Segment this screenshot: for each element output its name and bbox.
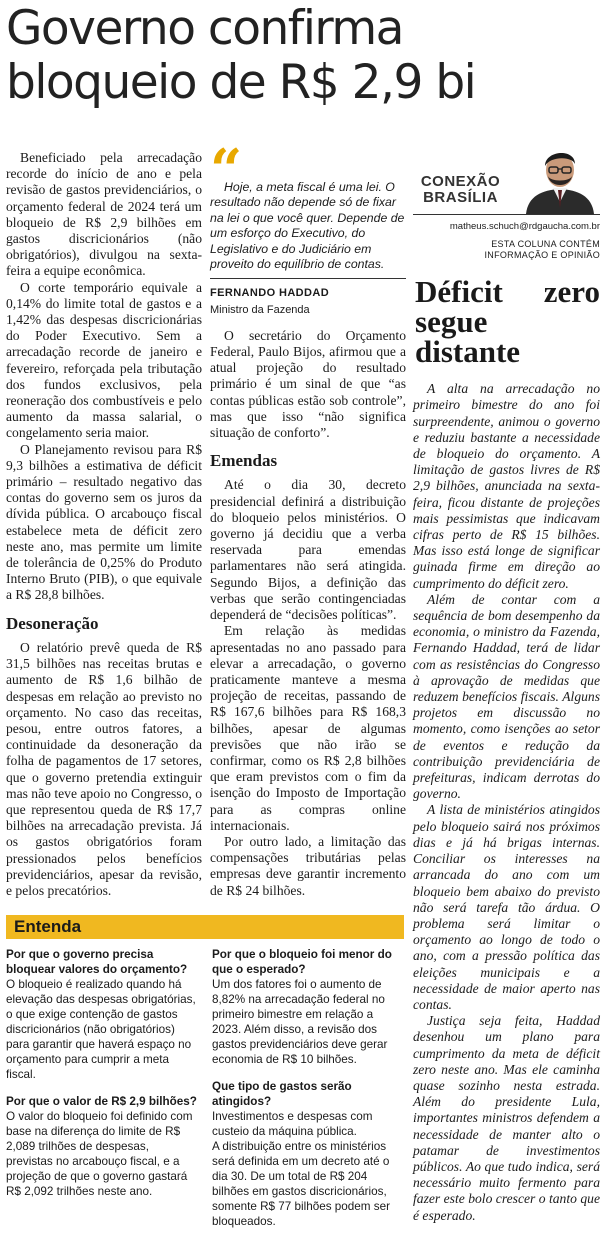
quote-mark-icon: “ <box>210 137 243 203</box>
faq-answer: Um dos fatores foi o aumento de 8,82% na arrecadação federal no primeiro bimestre em relação a 2023. Além disso, a revisão dos gastos previdenciários deve gerar economia de R$ 10 bilhões. <box>212 978 388 1066</box>
article-paragraph: O corte temporário equivale a 0,14% do limite total de gastos e a 1,42% das despesas discricionárias do Poder Executivo. Sem a arrecadação recorde de janeiro e fevereiro, reforçada pela tributação dos fundos exclusivos, pela reoneração dos combustíveis e pelo aumento da massa salarial, o congelamento seria maior. <box>6 279 202 441</box>
article-paragraph: O secretário do Orçamento Federal, Paulo Bijos, afirmou que a atual projeção do resultado primário é um sinal de que “as contas públicas estão sob controle”, mas que isso “não significa situação de conforto”. <box>210 327 406 441</box>
entenda-column-right <box>212 947 404 1241</box>
faq-question: Por que o bloqueio foi menor do que o esperado? <box>212 948 392 976</box>
entenda-box <box>6 915 404 1241</box>
column-paragraph: Além de contar com a sequência de bom desempenho da economia, o ministro da Fazenda, Fernando Haddad, terá de lidar com as resistências do Congresso à aprovação de medidas que reduzem benefícios fiscais. Alguns projetos em discussão no momento, como isenções ao setor de eventos e redução da contribuição previdenciária de prefeituras, indicam derrotas do governo. <box>413 591 600 802</box>
disclaimer-line-1: ESTA COLUNA CONTÉM <box>491 239 600 250</box>
column-title: Déficit zero segue distante <box>415 274 600 370</box>
column-paragraph: A alta na arrecadação no primeiro bimestre do ano foi surpreendente, animou o governo e reduziu bastante a necessidade de bloqueio do orçamento. A limitação de gastos livres de R$ 2,9 bilhões, anunciada na sexta-feira, ficou distante de projeções mais pessimistas que indicavam cifras perto de R$ 15 bilhões. Mas isso está longe de significar guinada firme em direção ao cumprimento do déficit zero. <box>413 381 600 591</box>
article-paragraph: O Planejamento revisou para R$ 9,3 bilhões a estimativa de déficit primário – resultado negativo das contas do governo sem os juros da dívida pública. O arcabouço fiscal estabelece meta de déficit zero neste ano, mas permite um limite de tolerância de 0,25% do Produto Interno Bruto (PIB), o que equivale a R$ 28,8 bilhões. <box>6 441 202 603</box>
opinion-column <box>413 142 600 1224</box>
faq-answer: O bloqueio é realizado quando há elevação das despesas obrigatórias, o que exige contenção de gastos discricionários (não obrigatórios) para garantir que haverá espaço no orçamento para cumprir a meta fiscal. <box>6 978 196 1081</box>
column-paragraph: A lista de ministérios atingidos pelo bloqueio sairá nos próximos dias e já há brigas internas. Conciliar os interesses na arrancada do ano com um bloqueio bem abaixo do previsto não será tarefa tão árdua. O problema será limitar o orçamento ao longo de todo o ano, com a pressão política das eleições municipais e a necessidade de maior aperto nas contas. <box>413 802 600 1012</box>
article-paragraph: Em relação às medidas apresentadas no ano passado para elevar a arrecadação, o governo praticamente manteve a mesma projeção de receitas, passando de R$ 167,6 bilhões para R$ 168,3 bilhões, apesar de algumas previsões que não irão se confirmar, como os R$ 2,8 bilhões que eram previstos com o fim da isenção do Imposto de Importação para as compras online internacionais. <box>210 623 406 833</box>
column-brand-header <box>413 142 600 215</box>
article-paragraph: O relatório prevê queda de R$ 31,5 bilhões nas receitas brutas e aumento de R$ 1,6 bilhão de despesas em relação ao previsto no orçamento. No caso das receitas, pesou, entre outros fatores, a continuidade da desoneração da folha de pagamentos de 17 setores, que o governo pretendia extinguir mas não teve apoio no Congresso, o que representou queda de R$ 17,7 bilhões na arrecadação prevista. Já os gastos obrigatórios foram pressionados pelos benefícios previdenciários, apesar da revisão, e pelos precatórios. <box>6 639 202 898</box>
headline: Governo confirma bloqueio de R$ 2,9 bi <box>6 1 476 110</box>
brand-line-1: CONEXÃO <box>420 173 501 190</box>
faq-answer: Investimentos e despesas com custeio da máquina pública. <box>212 1110 373 1138</box>
entenda-column-left <box>6 947 198 1241</box>
article-column-left <box>6 150 202 899</box>
article-column-middle <box>210 137 406 899</box>
quote-author-role: Ministro da Fazenda <box>210 303 310 316</box>
faq-question: Que tipo de gastos serão atingidos? <box>212 1080 352 1108</box>
pull-quote-text: Hoje, a meta fiscal é uma lei. O resultado não depende só de fixar na lei o que você quer. Depende de um esforço do Executivo, do Legislativo e do Judiciário em proveito do equilíbrio de contas. <box>210 180 405 272</box>
column-paragraph: Justiça seja feita, Haddad desenhou um plano para cumprimento da meta de déficit zero neste ano. Mas ele caminha quase sozinho nesta estrada. Além do presidente Lula, importantes ministros defendem a necessidade de manter alto o patamar de investimentos públicos. Ao que tudo indica, será necessário muito fermento para fazer este bolo crescer o tanto que é esperado. <box>413 1013 600 1223</box>
article-paragraph: Até o dia 30, decreto presidencial definirá a distribuição do bloqueio pelos ministérios. O governo já decidiu que a verba reservada para emendas parlamentares não será atingida. Segundo Bijos, a definição das verbas que serão contingenciadas dependerá de “decisões políticas”. <box>210 477 406 623</box>
faq-question: Por que o valor de R$ 2,9 bilhões? <box>6 1095 197 1108</box>
columnist-email: matheus.schuch@rdgaucha.com.br <box>449 221 600 232</box>
entenda-columns <box>6 947 404 1241</box>
brand-line-2: BRASÍLIA <box>423 189 498 206</box>
article-paragraph: Beneficiado pela arrecadação recorde do início de ano e pela revisão de gastos previdenciários, o orçamento federal de 2024 terá um bloqueio de R$ 2,9 bilhões em gastos discricionários (não obrigatórios), divulgou na sexta-feira a equipe econômica. <box>6 150 202 279</box>
faq-answer: O valor do bloqueio foi definido com base na diferença do limite de R$ 2,089 trilhões de despesas, previstas no arcabouço fiscal, e a projeção de que o governo gastará R$ 2,092 trilhões neste ano. <box>6 1110 193 1198</box>
column-brand-name <box>413 174 508 206</box>
columnist-portrait-icon <box>520 142 600 214</box>
columnist-avatar <box>520 142 600 214</box>
faq-answer: A distribuição entre os ministérios será definida em um decreto até o dia 30. De um total de R$ 204 bilhões em gastos discricionários, somente R$ 77 bilhões podem ser bloqueados. <box>212 1140 391 1228</box>
entenda-title: Entenda <box>6 915 404 939</box>
column-disclaimer <box>413 239 600 261</box>
article-paragraph: Por outro lado, a limitação das compensações tributárias pelas empresas deve garantir incremento de R$ 24 bilhões. <box>210 833 406 898</box>
faq-question: Por que o governo precisa bloquear valores do orçamento? <box>6 948 188 976</box>
quote-author-name: FERNANDO HADDAD <box>210 287 330 300</box>
subhead-desoneracao: Desoneração <box>6 613 99 633</box>
quote-divider <box>210 278 406 279</box>
disclaimer-line-2: INFORMAÇÃO E OPINIÃO <box>484 250 600 261</box>
subhead-emendas: Emendas <box>210 451 278 471</box>
